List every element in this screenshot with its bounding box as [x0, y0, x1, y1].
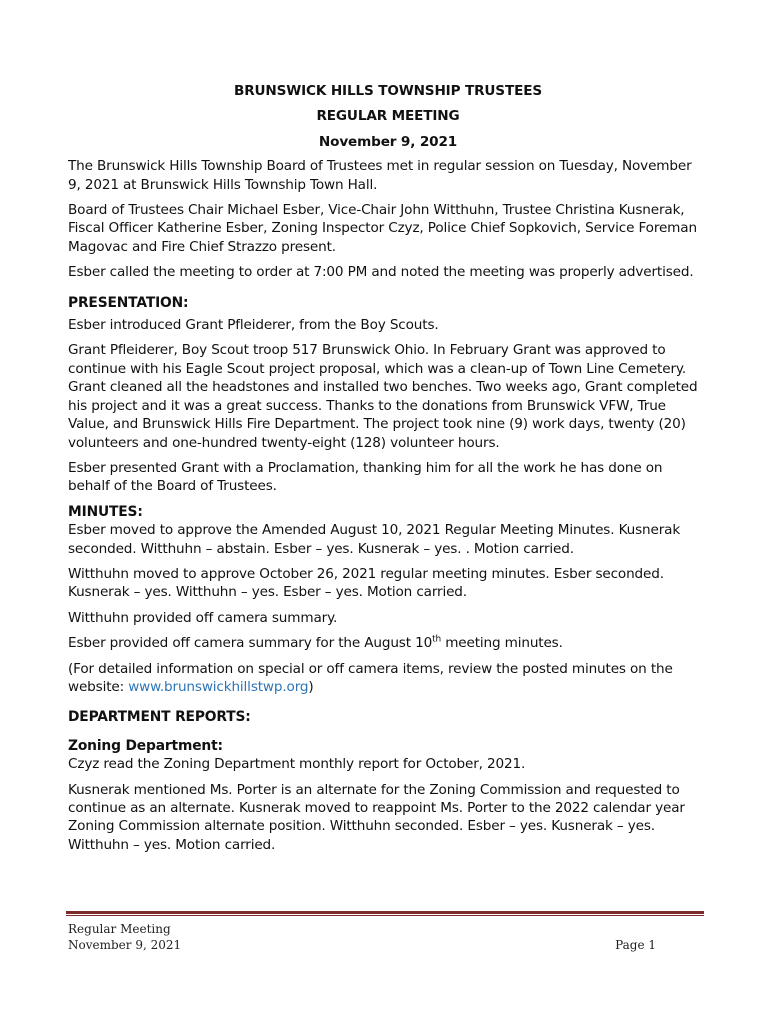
page-footer: [68, 921, 658, 953]
minutes-note: [68, 660, 708, 697]
minutes-paragraph: Witthuhn provided off camera summary.: [68, 609, 338, 626]
call-to-order-paragraph: Esber called the meeting to order at 7:00 PM and noted the meeting was properly advertised.: [68, 264, 694, 281]
minutes-note-text: ): [308, 678, 314, 695]
page-number: Page 1: [615, 938, 656, 952]
zoning-paragraph: Czyz read the Zoning Department monthly report for October, 2021.: [68, 756, 526, 773]
website-link[interactable]: www.brunswickhillstwp.org: [128, 678, 309, 695]
zoning-paragraph: Kusnerak mentioned Ms. Porter is an alternate for the Zoning Commission and requested to continue as an alternate. Kusnerak moved to reappoint Ms. Porter to the 2022 calendar year Zoning Commission alternate position. Witthuhn seconded. Esber – yes. Kusnerak – yes. Witthuhn – yes. Motion carried.: [68, 781, 685, 853]
footer-meeting-type: Regular Meeting: [68, 922, 171, 936]
minutes-paragraph: Esber moved to approve the Amended August 10, 2021 Regular Meeting Minutes. Kusnerak seconded. Witthuhn – abstain. Esber – yes. Kusnerak – yes. . Motion carried.: [68, 522, 681, 557]
footer-rule: [66, 911, 704, 914]
document-title: BRUNSWICK HILLS TOWNSHIP TRUSTEES: [234, 83, 542, 99]
presentation-paragraph: Esber presented Grant with a Proclamation, thanking him for all the work he has done on behalf of the Board of Trustees.: [68, 459, 663, 495]
minutes-paragraph: [68, 634, 708, 652]
zoning-department-heading: Zoning Department:: [68, 737, 223, 754]
meeting-date: November 9, 2021: [318, 133, 458, 150]
minutes-heading: MINUTES:: [68, 503, 143, 520]
attendance-paragraph: Board of Trustees Chair Michael Esber, Vice-Chair John Witthuhn, Trustee Christina Kusnerak, Fiscal Officer Katherine Esber, Zoning Inspector Czyz, Police Chief Sopkovich, Service Foreman Magovac and Fire Chief Strazzo present.: [68, 202, 697, 255]
meeting-type: REGULAR MEETING: [316, 108, 460, 125]
minutes-text: Esber provided off camera summary for the August 10: [68, 635, 433, 652]
intro-paragraph: The Brunswick Hills Township Board of Trustees met in regular session on Tuesday, November 9, 2021 at Brunswick Hills Township Town Hall.: [68, 158, 692, 193]
presentation-paragraph: Grant Pfleiderer, Boy Scout troop 517 Brunswick Ohio. In February Grant was approved to continue with his Eagle Scout project proposal, which was a clean-up of Town Line Cemetery. Grant cleaned all the headstones and installed two benches. Two weeks ago, Grant completed his project and it was a great success. Thanks to the donations from Brunswick VFW, True Value, and Brunswick Hills Fire Department. The project took nine (9) work days, twenty (20) volunteers and one-hundred twenty-eight (128) volunteer hours.: [68, 342, 698, 451]
presentation-heading: PRESENTATION:: [68, 294, 189, 311]
department-reports-heading: DEPARTMENT REPORTS:: [68, 709, 251, 726]
ordinal-suffix: th: [432, 634, 442, 645]
footer-date: November 9, 2021: [68, 938, 182, 952]
minutes-paragraph: Witthuhn moved to approve October 26, 2021 regular meeting minutes. Esber seconded. Kusnerak – yes. Witthuhn – yes. Esber – yes. Motion carried.: [68, 565, 664, 601]
presentation-paragraph: Esber introduced Grant Pfleiderer, from the Boy Scouts.: [68, 317, 439, 334]
document-body: [68, 82, 708, 861]
minutes-text: meeting minutes.: [441, 635, 563, 652]
minutes-note-text: (For detailed information on special or off camera items, review the posted minutes on the website:: [68, 660, 673, 695]
footer-rule-thin: [66, 915, 704, 916]
